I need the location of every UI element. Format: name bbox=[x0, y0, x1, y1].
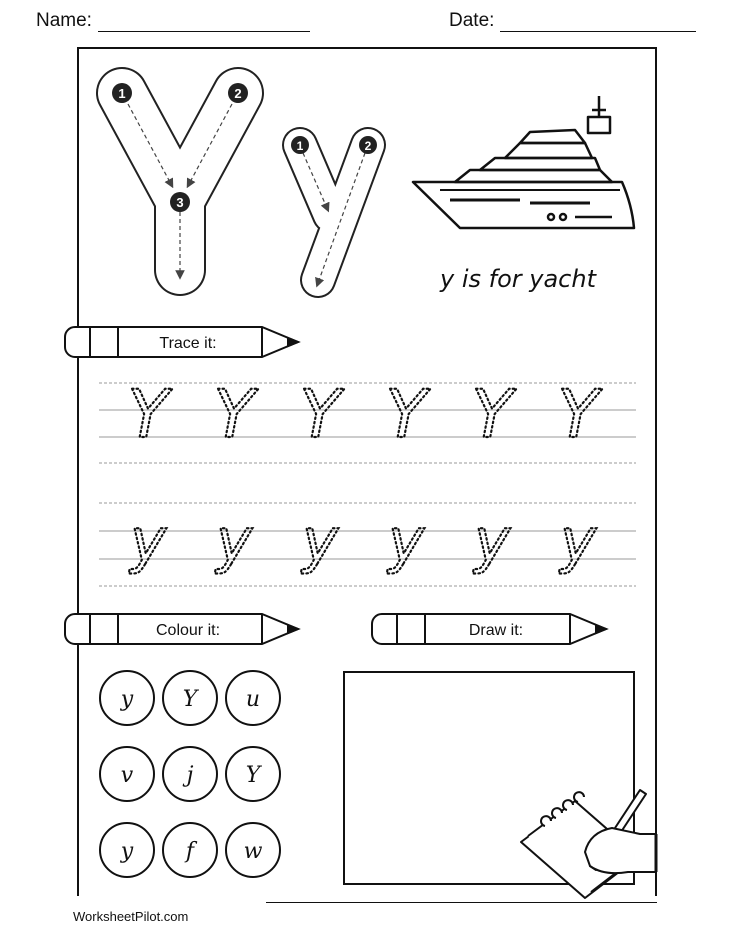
stroke-order-1-upper bbox=[112, 83, 132, 103]
colour-letter: u bbox=[245, 687, 261, 712]
trace-letter[interactable]: Y bbox=[557, 376, 599, 453]
stroke-number: 1 bbox=[296, 139, 304, 153]
pencil-label: Trace it: bbox=[159, 335, 217, 352]
pencil-label: Colour it: bbox=[155, 622, 221, 639]
stroke-order-2-upper bbox=[228, 83, 248, 103]
trace-letter[interactable]: Y bbox=[127, 376, 169, 453]
trace-letter[interactable]: y bbox=[216, 506, 252, 576]
lowercase-y-outline bbox=[300, 145, 368, 283]
trace-letter[interactable]: y bbox=[474, 506, 510, 576]
trace-letter[interactable]: y bbox=[302, 506, 338, 576]
colour-letter: Y bbox=[245, 763, 261, 788]
colour-letter: Y bbox=[182, 687, 198, 712]
name-label: Name: bbox=[36, 10, 92, 31]
stroke-order-2-lower bbox=[359, 136, 377, 154]
pencil-label: Draw it: bbox=[468, 622, 524, 639]
colour-pencil bbox=[65, 614, 298, 644]
yacht-icon bbox=[413, 96, 634, 228]
colour-letter: y bbox=[120, 839, 134, 864]
stroke-order-1-lower bbox=[291, 136, 309, 154]
trace-lines-lower bbox=[99, 503, 636, 586]
colour-grid bbox=[100, 671, 280, 877]
footer-credit: WorksheetPilot.com bbox=[73, 909, 189, 924]
trace-lines-upper bbox=[99, 383, 636, 463]
trace-letter[interactable]: y bbox=[388, 506, 424, 576]
colour-letter: w bbox=[243, 839, 263, 864]
trace-letter[interactable]: y bbox=[130, 506, 166, 576]
colour-letter: f bbox=[185, 839, 195, 864]
colour-letter: j bbox=[186, 763, 194, 788]
stroke-number: 2 bbox=[234, 86, 242, 101]
trace-letter[interactable]: Y bbox=[299, 376, 341, 453]
caption: y is for yacht bbox=[440, 265, 596, 293]
trace-letter[interactable]: y bbox=[560, 506, 596, 576]
trace-row-uppercase bbox=[128, 376, 603, 453]
uppercase-y-outline bbox=[122, 93, 238, 275]
trace-pencil bbox=[65, 327, 298, 357]
hand-writing-icon bbox=[521, 790, 656, 898]
colour-letter: v bbox=[120, 763, 134, 788]
colour-letter: y bbox=[120, 687, 134, 712]
stroke-number: 2 bbox=[364, 139, 372, 153]
trace-letter[interactable]: Y bbox=[385, 376, 427, 453]
trace-letter[interactable]: Y bbox=[213, 376, 255, 453]
stroke-order-3-upper bbox=[170, 192, 190, 212]
stroke-number: 1 bbox=[118, 86, 126, 101]
draw-pencil bbox=[372, 614, 606, 644]
date-label: Date: bbox=[449, 10, 495, 31]
trace-letter[interactable]: Y bbox=[471, 376, 513, 453]
stroke-number: 3 bbox=[176, 195, 184, 210]
trace-row-lowercase bbox=[128, 506, 597, 576]
